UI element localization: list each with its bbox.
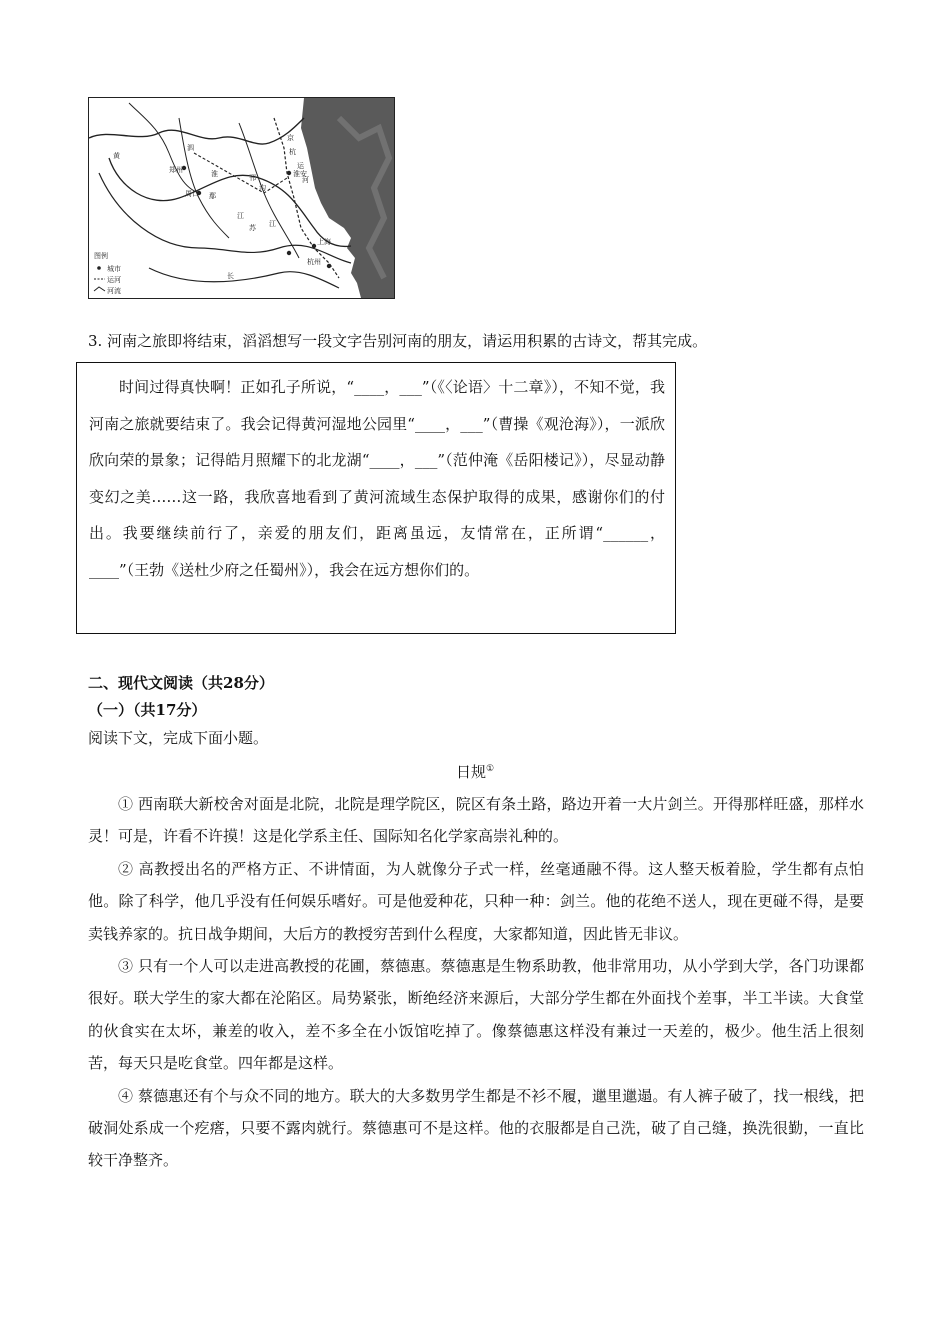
footnote-marker: ① xyxy=(485,764,495,774)
blank-7[interactable]: ______ xyxy=(603,524,649,542)
svg-text:长: 长 xyxy=(227,272,234,280)
svg-text:邗: 邗 xyxy=(249,174,256,182)
section-heading: 二、现代文阅读（共28分） xyxy=(88,674,274,692)
yangtze-river xyxy=(99,173,351,263)
svg-text:泗: 泗 xyxy=(187,144,194,152)
paragraph-4: ④ 蔡德惠还有个与众不同的地方。联大的大多数男学生都是不衫不履，邋里邋遢。有人裤子破了，找一根线，把破洞处系成一个疙瘩，只要不露肉就行。蔡德惠可不是这样。他的衣服都是自己洗，破了自己缝，换洗很勤，一直比较干净整齐。 xyxy=(88,1086,864,1170)
svg-text:京: 京 xyxy=(287,134,294,142)
svg-text:黄: 黄 xyxy=(113,152,120,160)
map-drawing xyxy=(89,98,394,298)
fill-in-paragraph: 时间过得真快啊！正如孔子所说，“____，___”（《〈论语〉十二章》），不知不觉，我 河南之旅就要结束了。我会记得黄河湿地公园里“____，___”（曹操《观沧海》），一派欣欣向荣的景象；记得皓月照耀下的北龙湖“____，___”（范仲淹《岳阳楼记》），尽显动静变幻之美……这一路，我欣喜地看到了黄河流域生态保护取得的成果，感谢你们的付出。我要继续前行了，亲爱的朋友们，距离虽远，友情常在，正所谓“______，____”（王勃《送杜少府之任蜀州》），我会在远方想你们的。 xyxy=(89,378,681,579)
svg-text:运: 运 xyxy=(297,162,304,170)
svg-text:杭: 杭 xyxy=(289,148,296,156)
svg-text:苏: 苏 xyxy=(249,224,256,232)
yellow-river xyxy=(89,118,304,144)
svg-text:河: 河 xyxy=(302,176,309,184)
svg-text:上海: 上海 xyxy=(317,238,331,246)
svg-text:淮安: 淮安 xyxy=(293,170,307,178)
svg-text:周口: 周口 xyxy=(185,190,199,198)
article-body xyxy=(88,788,864,1177)
blank-8[interactable]: ____ xyxy=(89,560,119,579)
svg-text:江: 江 xyxy=(269,220,276,228)
svg-text:郑州: 郑州 xyxy=(169,166,183,174)
svg-text:图例: 图例 xyxy=(94,252,108,260)
blank-3[interactable]: ____ xyxy=(414,414,445,433)
svg-text:鄢: 鄢 xyxy=(209,192,216,200)
svg-text:沟: 沟 xyxy=(259,184,266,192)
reading-instruction: 阅读下文，完成下面小题。 xyxy=(88,729,269,747)
svg-text:河流: 河流 xyxy=(107,287,121,295)
blank-5[interactable]: ____ xyxy=(369,451,400,469)
svg-text:江: 江 xyxy=(237,212,244,220)
blank-1[interactable]: ____ xyxy=(354,378,385,396)
paragraph-3: ③ 只有一个人可以走进高教授的花圃，蔡德惠。蔡德惠是生物系助教，他非常用功，从小学到大学，各门功课都很好。联大学生的家大都在沦陷区。局势紧张，断绝经济来源后，大部分学生都在外面找个差事，半工半读。大食堂的伙食实在太坏，兼差的收入，差不多全在小饭馆吃掉了。像蔡德惠这样没有兼过一天差的，极少。他生活上很刻苦，每天只是吃食堂。四年都是这样。 xyxy=(88,957,864,1073)
subsection-heading: （一）（共17分） xyxy=(88,701,207,719)
svg-text:淮: 淮 xyxy=(211,170,218,178)
blank-2[interactable]: ___ xyxy=(399,378,422,396)
canal-map xyxy=(88,97,395,299)
article-title: 日规① xyxy=(455,763,495,781)
svg-text:运河: 运河 xyxy=(107,276,121,284)
paragraph-1: ① 西南联大新校舍对面是北院，北院是理学院区，院区有条土路，路边开着一大片剑兰。开得那样旺盛，那样水灵！可是，许看不许摸！这是化学系主任、国际知名化学家高崇礼种的。 xyxy=(88,795,864,846)
question-3-prompt: 3. 河南之旅即将结束，滔滔想写一段文字告别河南的朋友，请运用积累的古诗文，帮其完成。 xyxy=(88,332,708,350)
blank-6[interactable]: ___ xyxy=(414,451,438,469)
fill-in-box xyxy=(76,362,681,634)
paragraph-2: ② 高教授出名的严格方正、不讲情面，为人就像分子式一样，丝毫通融不得。这人整天板着脸，学生都有点怕他。除了科学，他几乎没有任何娱乐嗜好。可是他爱种花，只种一种：剑兰。他的花绝不送人，现在更碰不得，是要卖钱养家的。抗日战争期间，大后方的教授穷苦到什么程度，大家都知道，因此皆无非议。 xyxy=(88,859,864,943)
blank-4[interactable]: ___ xyxy=(460,414,483,433)
svg-text:城市: 城市 xyxy=(107,265,121,273)
svg-text:杭州: 杭州 xyxy=(307,258,321,266)
